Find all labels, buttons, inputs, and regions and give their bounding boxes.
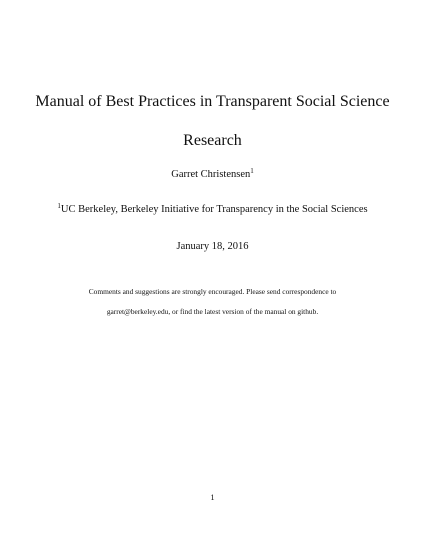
author-footnote-mark: 1 [250, 167, 254, 175]
correspondence-note-line-2: garret@berkeley.edu, or find the latest version of the manual on github. [106, 307, 319, 316]
correspondence-note-line-1: Comments and suggestions are strongly encouraged. Please send correspondence to [88, 287, 337, 296]
document-title-line-1: Manual of Best Practices in Transparent Social Science [35, 93, 390, 110]
affiliation [0, 203, 425, 216]
affiliation-text: UC Berkeley, Berkeley Initiative for Transparency in the Social Sciences [60, 204, 368, 215]
author [0, 168, 425, 181]
document-title-line-2: Research [183, 132, 242, 149]
document-date: January 18, 2016 [176, 241, 249, 252]
affiliation-mark: 1 [57, 202, 61, 210]
author-name: Garret Christensen [171, 169, 251, 180]
page-number: 1 [210, 492, 215, 502]
